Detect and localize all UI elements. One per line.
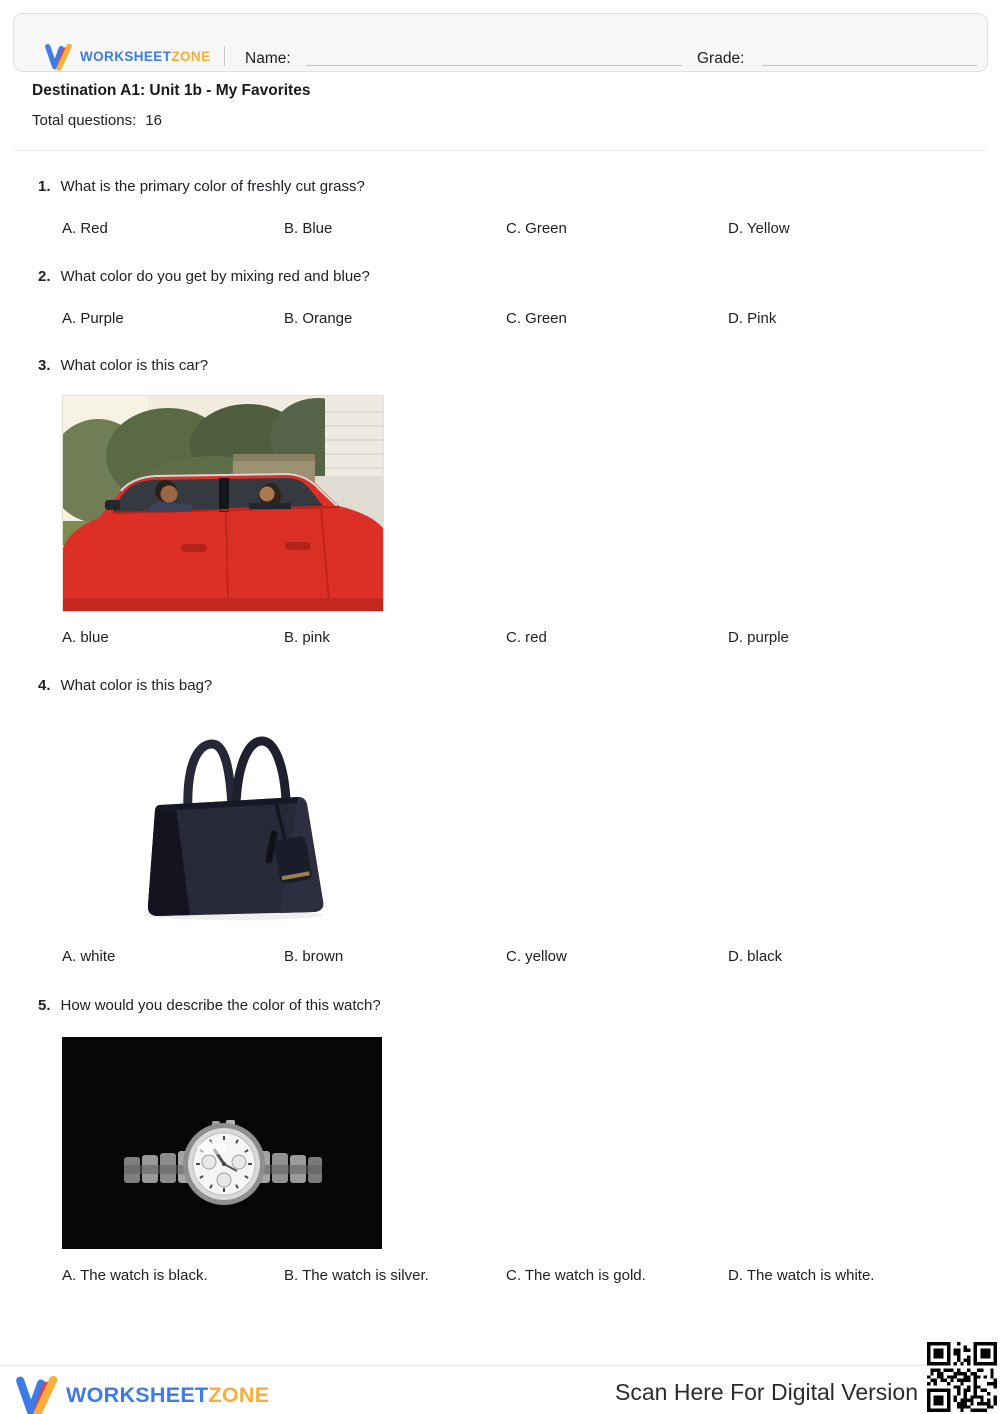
option-c[interactable]: C. Green	[506, 310, 567, 327]
option-c[interactable]: C. Green	[506, 220, 567, 237]
qr-code	[927, 1342, 997, 1412]
question-text: What color is this bag?	[60, 677, 213, 694]
brand-name-first: WORKSHEET	[66, 1382, 209, 1407]
question-4-options	[0, 948, 1000, 968]
option-b[interactable]: B. pink	[284, 629, 330, 646]
scan-here-text: Scan Here For Digital Version	[615, 1379, 918, 1405]
question-text: What color do you get by mixing red and blue?	[60, 268, 370, 285]
option-b[interactable]: B. Blue	[284, 220, 333, 237]
option-a[interactable]: A. Red	[62, 220, 108, 237]
question-number: 5.	[38, 997, 51, 1014]
name-fill-line[interactable]	[306, 65, 682, 66]
worksheet-title: Destination A1: Unit 1b - My Favorites	[32, 82, 311, 99]
question-1	[38, 178, 365, 195]
question-3	[38, 357, 208, 374]
option-d[interactable]: D. The watch is white.	[728, 1267, 875, 1284]
option-c[interactable]: C. The watch is gold.	[506, 1267, 646, 1284]
question-1-options	[0, 220, 1000, 240]
grade-fill-line[interactable]	[762, 65, 977, 66]
worksheetzone-logo-icon	[14, 1372, 58, 1414]
grade-label: Grade:	[697, 50, 745, 67]
brand-name	[80, 49, 210, 64]
total-questions	[32, 112, 162, 129]
total-questions-label: Total questions:	[32, 112, 137, 129]
car-photo	[62, 395, 384, 612]
footer-divider	[0, 1365, 1000, 1366]
option-b[interactable]: B. The watch is silver.	[284, 1267, 429, 1284]
option-a[interactable]: A. white	[62, 948, 116, 965]
question-5-options	[0, 1267, 1000, 1287]
brand-name-first: WORKSHEET	[80, 48, 172, 64]
question-text: What is the primary color of freshly cut grass?	[60, 178, 365, 195]
question-5	[38, 997, 381, 1014]
question-text: What color is this car?	[60, 357, 209, 374]
question-number: 1.	[38, 178, 51, 195]
brand-name-second: ZONE	[208, 1382, 270, 1407]
question-text: How would you describe the color of this watch?	[60, 997, 381, 1014]
option-b[interactable]: B. brown	[284, 948, 344, 965]
question-number: 2.	[38, 268, 51, 285]
section-divider	[13, 150, 987, 151]
option-b[interactable]: B. Orange	[284, 310, 353, 327]
option-a[interactable]: A. The watch is black.	[62, 1267, 208, 1284]
footer-brand-logo	[14, 1372, 269, 1414]
option-a[interactable]: A. blue	[62, 629, 109, 646]
watch-photo	[62, 1037, 382, 1249]
header-divider	[224, 46, 225, 66]
brand-name-second: ZONE	[171, 48, 211, 64]
question-number: 3.	[38, 357, 51, 374]
total-questions-value: 16	[145, 112, 162, 129]
brand-name	[66, 1383, 269, 1408]
name-label: Name:	[245, 50, 291, 67]
option-d[interactable]: D. purple	[728, 629, 789, 646]
handbag-photo	[128, 708, 343, 923]
worksheetzone-logo-icon	[44, 41, 72, 71]
brand-logo	[44, 41, 210, 71]
question-number: 4.	[38, 677, 51, 694]
option-d[interactable]: D. Yellow	[728, 220, 790, 237]
question-3-options	[0, 629, 1000, 649]
option-c[interactable]: C. yellow	[506, 948, 567, 965]
question-2-options	[0, 310, 1000, 330]
question-2	[38, 268, 370, 285]
question-4	[38, 677, 212, 694]
option-d[interactable]: D. Pink	[728, 310, 777, 327]
option-a[interactable]: A. Purple	[62, 310, 124, 327]
option-d[interactable]: D. black	[728, 948, 783, 965]
header-bar	[13, 13, 988, 72]
option-c[interactable]: C. red	[506, 629, 547, 646]
